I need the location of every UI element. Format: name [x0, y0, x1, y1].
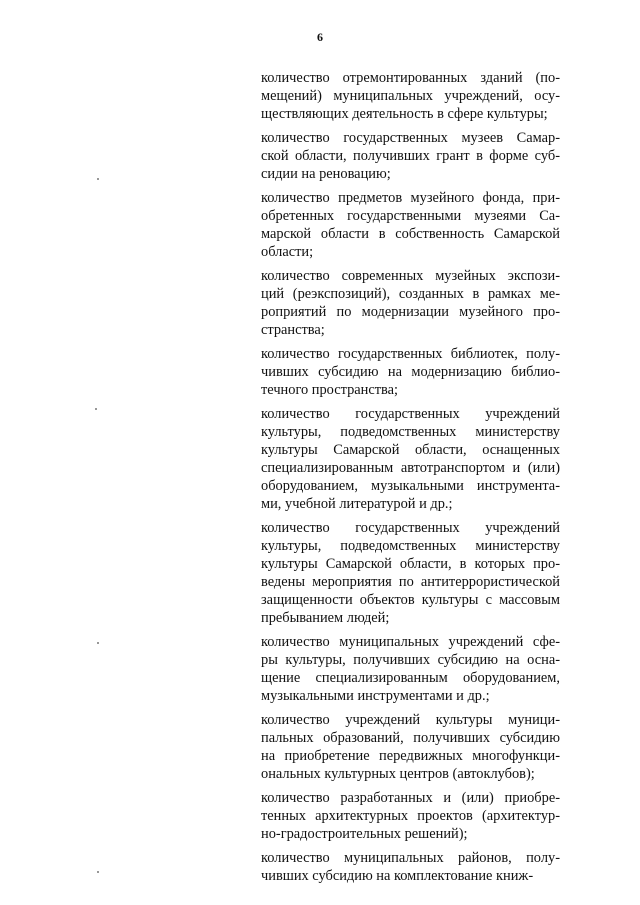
- text-line: ры культуры, получивших субсидию на осна-: [261, 652, 560, 668]
- text-line: течного пространства;: [261, 382, 399, 398]
- text-line: ской области, получивших грант в форме суб-: [261, 148, 560, 164]
- text-line: обретенных государственными музеями Са-: [261, 208, 560, 224]
- text-line: количество учреждений культуры муници-: [261, 712, 560, 728]
- text-line: но-градостроительных решений);: [261, 826, 468, 842]
- indicator-item: [261, 189, 560, 261]
- text-line: области;: [261, 244, 314, 260]
- text-line: количество муниципальных учреждений сфе-: [261, 634, 560, 650]
- scan-speck: [95, 408, 97, 410]
- text-line: количество современных музейных экспози-: [261, 268, 560, 284]
- scan-speck: [97, 871, 99, 873]
- indicator-item: [261, 267, 560, 339]
- text-line: количество государственных библиотек, полу-: [261, 346, 560, 362]
- indicator-item: [261, 633, 560, 705]
- page-number: 6: [317, 30, 323, 44]
- text-line: пальных образований, получивших субсидию: [261, 730, 560, 746]
- scan-speck: [97, 178, 99, 180]
- text-line: культуры Самарской области, в которых про-: [261, 556, 560, 572]
- indicator-item: [261, 405, 560, 513]
- text-line: количество государственных учреждений: [261, 406, 560, 422]
- scan-speck: [97, 642, 99, 644]
- text-line: количество разработанных и (или) приобре-: [261, 790, 560, 806]
- text-line: мещений) муниципальных учреждений, осу-: [261, 88, 560, 104]
- text-line: ми, учебной литературой и др.;: [261, 496, 453, 512]
- text-line: на приобретение передвижных многофункци-: [261, 748, 560, 764]
- text-line: количество государственных учреждений: [261, 520, 560, 536]
- indicator-item: [261, 345, 560, 399]
- text-line: ций (реэкспозиций), созданных в рамках ме-: [261, 286, 560, 302]
- text-line: сидии на реновацию;: [261, 166, 391, 182]
- indicator-item: [261, 519, 560, 627]
- indicator-item: [261, 69, 560, 123]
- text-line: ществляющих деятельность в сфере культуры;: [261, 106, 548, 122]
- text-line: ведены мероприятия по антитеррористической: [261, 574, 560, 590]
- text-line: культуры Самарской области, оснащенных: [261, 442, 560, 458]
- text-line: пребыванием людей;: [261, 610, 390, 626]
- indicator-item: [261, 789, 560, 843]
- text-line: защищенности объектов культуры с массовым: [261, 592, 560, 608]
- text-line: количество государственных музеев Самар-: [261, 130, 560, 146]
- text-line: культуры, подведомственных министерству: [261, 424, 560, 440]
- text-line: культуры, подведомственных министерству: [261, 538, 560, 554]
- text-line: тенных архитектурных проектов (архитектур-: [261, 808, 560, 824]
- indicator-item: [261, 711, 560, 783]
- text-line: странства;: [261, 322, 325, 338]
- text-line: количество отремонтированных зданий (по-: [261, 70, 560, 86]
- text-line: музыкальными инструментами и др.;: [261, 688, 490, 704]
- text-line: щение специализированным оборудованием,: [261, 670, 560, 686]
- text-line: чивших субсидию на комплектование книж-: [261, 868, 534, 884]
- text-line: количество предметов музейного фонда, при-: [261, 190, 560, 206]
- text-line: оборудованием, музыкальными инструмента-: [261, 478, 560, 494]
- text-line: марской области в собственность Самарской: [261, 226, 560, 242]
- indicator-item: [261, 129, 560, 183]
- text-line: специализированным автотранспортом и (или): [261, 460, 560, 476]
- text-line: количество муниципальных районов, полу-: [261, 850, 560, 866]
- indicator-item: [261, 849, 560, 885]
- text-line: чивших субсидию на модернизацию библио-: [261, 364, 560, 380]
- indicator-list: [261, 69, 560, 891]
- text-line: роприятий по модернизации музейного про-: [261, 304, 560, 320]
- text-line: ональных культурных центров (автоклубов);: [261, 766, 535, 782]
